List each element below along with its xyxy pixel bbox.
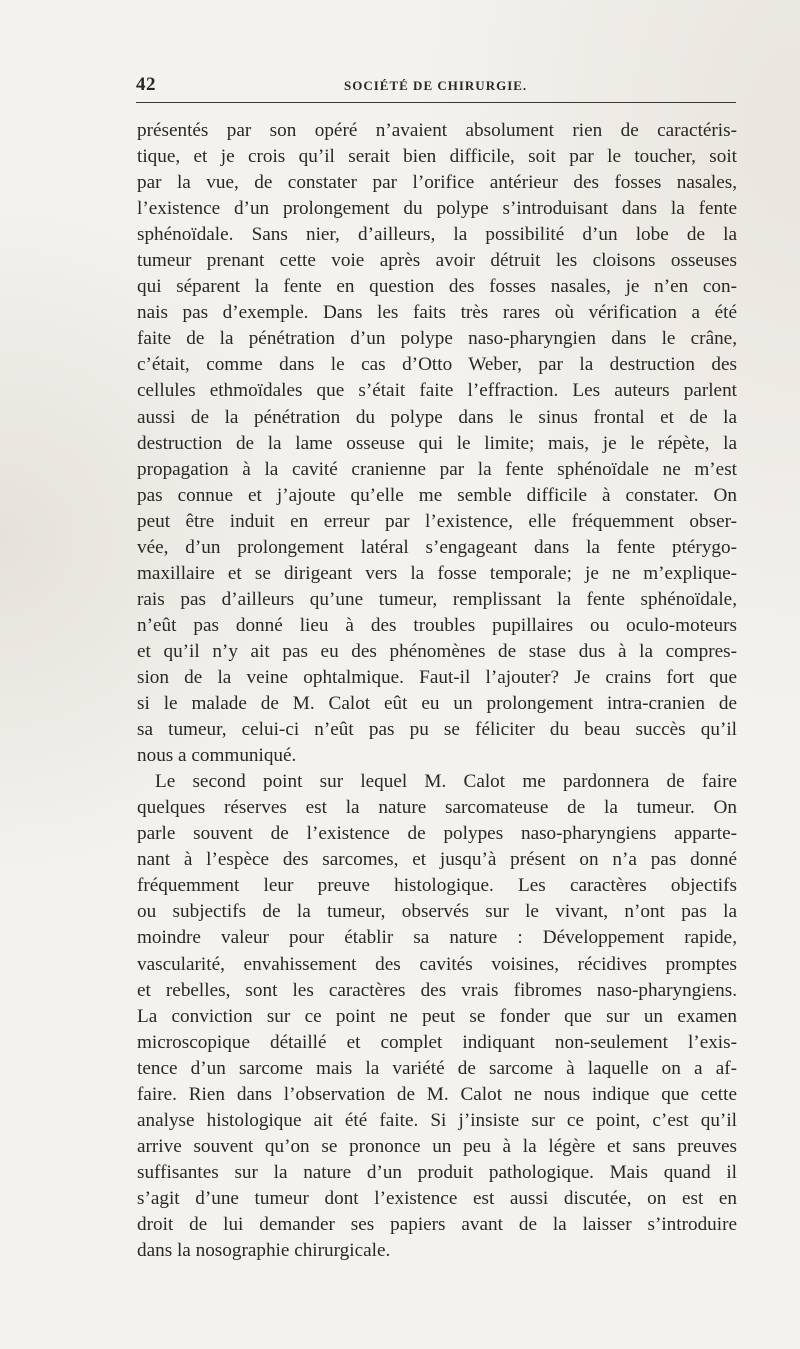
- text-line: droit de lui demander ses papiers avant de la laisser s’introduire: [137, 1213, 737, 1235]
- paragraph-1: [137, 118, 737, 769]
- text-line: analyse histologique ait été faite. Si j’insiste sur ce point, c’est qu’il: [137, 1109, 737, 1131]
- text-line: La conviction sur ce point ne peut se fonder que sur un examen: [137, 1005, 737, 1027]
- text-line: propagation à la cavité cranienne par la fente sphénoïdale ne m’est: [137, 458, 737, 480]
- text-line: qui séparent la fente en question des fosses nasales, je n’en con-: [137, 276, 737, 298]
- text-line: tumeur prenant cette voie après avoir détruit les cloisons osseuses: [137, 250, 737, 272]
- text-line: sa tumeur, celui-ci n’eût pas pu se féliciter du beau succès qu’il: [137, 719, 737, 741]
- text-line: dans la nosographie chirurgicale.: [137, 1240, 391, 1262]
- text-line: peut être induit en erreur par l’existence, elle fréquemment obser-: [137, 510, 737, 532]
- text-line: vée, d’un prolongement latéral s’engageant dans la fente ptérygo-: [137, 536, 737, 558]
- text-line: arrive souvent qu’on se prononce un peu à la légère et sans preuves: [137, 1135, 737, 1157]
- text-line: fréquemment leur preuve histologique. Les caractères objectifs: [137, 875, 737, 897]
- text-line: par la vue, de constater par l’orifice antérieur des fosses nasales,: [137, 172, 737, 194]
- text-line: destruction de la lame osseuse qui le limite; mais, je le répète, la: [137, 432, 737, 454]
- text-line: aussi de la pénétration du polype dans le sinus frontal et de la: [137, 406, 737, 428]
- text-line: tence d’un sarcome mais la variété de sarcome à laquelle on a af-: [137, 1057, 737, 1079]
- text-line: ou subjectifs de la tumeur, observés sur le vivant, n’ont pas la: [137, 901, 737, 923]
- text-line: nous a communiqué.: [137, 745, 297, 767]
- paragraph-2: [137, 769, 737, 1264]
- page-number: 42: [136, 74, 156, 95]
- text-line: moindre valeur pour établir sa nature : Développement rapide,: [137, 927, 737, 949]
- header-title: SOCIÉTÉ DE CHIRURGIE.: [344, 78, 528, 93]
- text-line: et qu’il n’y ait pas eu des phénomènes de stase dus à la compres-: [137, 640, 737, 662]
- text-line: nais pas d’exemple. Dans les faits très rares où vérification a été: [137, 302, 737, 324]
- text-line: Le second point sur lequel M. Calot me pardonnera de faire: [155, 771, 737, 793]
- text-line: parle souvent de l’existence de polypes naso-pharyngiens apparte-: [137, 823, 737, 845]
- text-line: quelques réserves est la nature sarcomateuse de la tumeur. On: [137, 797, 737, 819]
- text-line: nant à l’espèce des sarcomes, et jusqu’à présent on n’a pas donné: [137, 849, 737, 871]
- text-line: si le malade de M. Calot eût eu un prolongement intra-cranien de: [137, 693, 737, 715]
- text-line: tique, et je crois qu’il serait bien difficile, soit par le toucher, soit: [137, 146, 737, 168]
- text-line: sion de la veine ophtalmique. Faut-il l’ajouter? Je crains fort que: [137, 666, 737, 688]
- running-head: [136, 74, 736, 100]
- text-line: l’existence d’un prolongement du polype s’introduisant dans la fente: [137, 198, 737, 220]
- text-line: s’agit d’une tumeur dont l’existence est aussi discutée, on est en: [137, 1187, 737, 1209]
- text-line: pas connue et j’ajoute qu’elle me semble difficile à constater. On: [137, 484, 737, 506]
- text-line: sphénoïdale. Sans nier, d’ailleurs, la possibilité d’un lobe de la: [137, 224, 737, 246]
- text-line: faire. Rien dans l’observation de M. Calot ne nous indique que cette: [137, 1083, 737, 1105]
- text-line: maxillaire et se dirigeant vers la fosse temporale; je ne m’explique-: [137, 562, 737, 584]
- body-text: [137, 118, 737, 1264]
- text-line: microscopique détaillé et complet indiquant non-seulement l’exis-: [137, 1031, 737, 1053]
- header-rule: [136, 102, 736, 103]
- text-line: suffisantes sur la nature d’un produit pathologique. Mais quand il: [137, 1161, 737, 1183]
- text-line: n’eût pas donné lieu à des troubles pupillaires ou oculo-moteurs: [137, 614, 737, 636]
- text-line: et rebelles, sont les caractères des vrais fibromes naso-pharyngiens.: [137, 979, 737, 1001]
- text-line: présentés par son opéré n’avaient absolument rien de caractéris-: [137, 120, 737, 141]
- text-line: faite de la pénétration d’un polype naso-pharyngien dans le crâne,: [137, 328, 737, 350]
- text-line: cellules ethmoïdales que s’était faite l’effraction. Les auteurs parlent: [137, 380, 737, 402]
- text-line: rais pas d’ailleurs qu’une tumeur, remplissant la fente sphénoïdale,: [137, 588, 737, 610]
- text-line: c’était, comme dans le cas d’Otto Weber, par la destruction des: [137, 354, 737, 376]
- text-line: vascularité, envahissement des cavités voisines, récidives promptes: [137, 953, 737, 975]
